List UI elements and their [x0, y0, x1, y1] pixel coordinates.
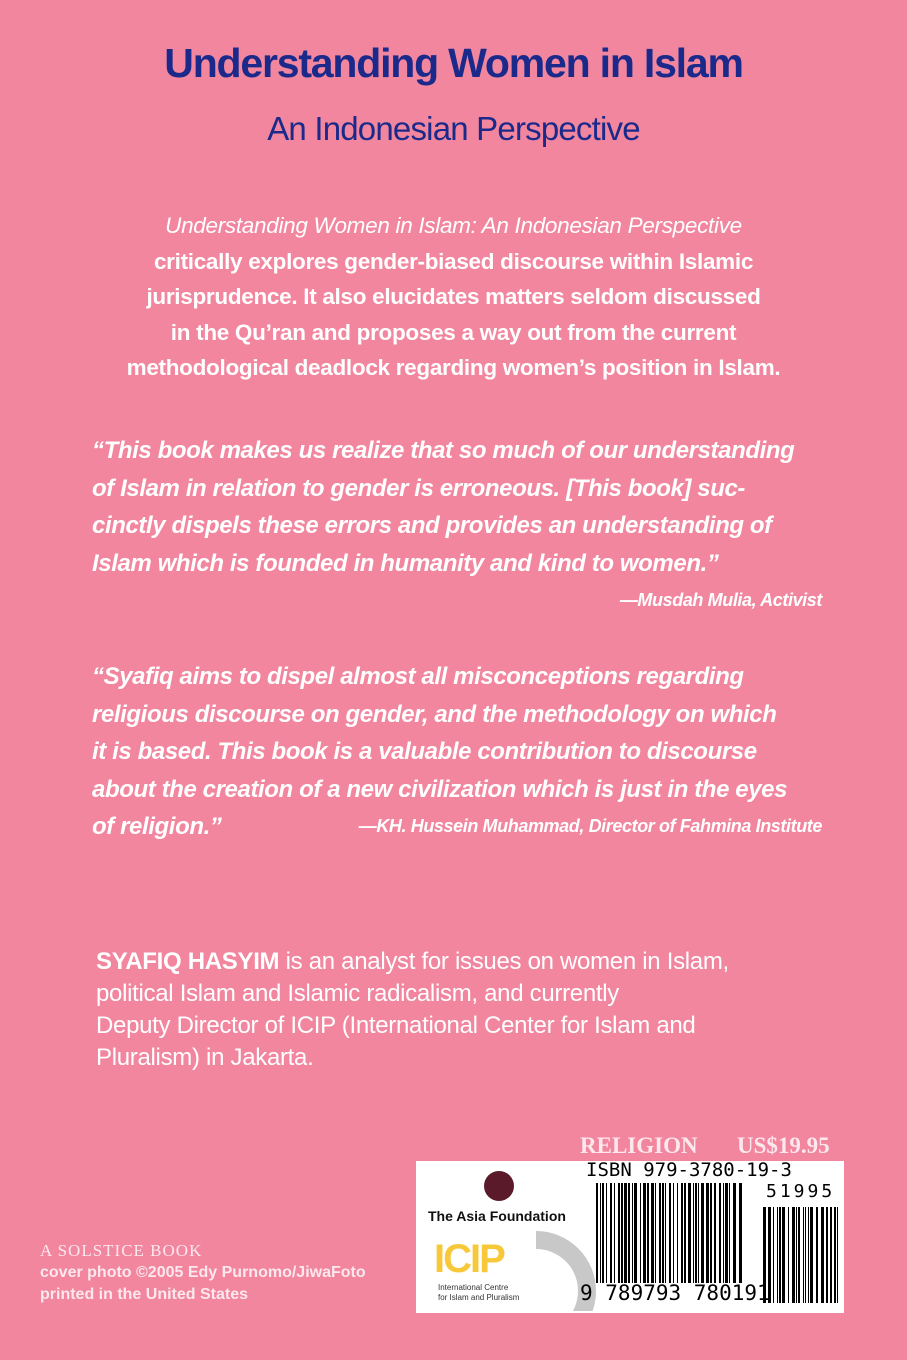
barcode-bar — [808, 1207, 809, 1303]
barcode-bar — [729, 1183, 730, 1283]
barcode-bar — [834, 1207, 836, 1303]
bio-line: political Islam and Islamic radicalism, and currently — [96, 980, 619, 1007]
quote-line: of religion.” — [92, 813, 222, 840]
author-name: SYAFIQ HASYIM — [96, 948, 280, 975]
ean-digits: 9 789793 780191 — [580, 1281, 770, 1305]
barcode-bar — [651, 1183, 654, 1283]
book-subtitle: An Indonesian Perspective — [267, 110, 640, 147]
barcode-bar — [698, 1183, 699, 1283]
barcode-bar — [782, 1207, 785, 1303]
quote-line: “This book makes us realize that so much of our understanding — [92, 437, 795, 464]
barcode-bar — [643, 1183, 646, 1283]
printed-label: printed in the United States — [40, 1286, 249, 1303]
icip-logo: ICIP — [434, 1237, 504, 1281]
barcode-bar — [677, 1183, 678, 1283]
barcode-bar — [710, 1183, 712, 1283]
description-line: in the Qu’ran and proposes a way out from the current — [170, 319, 737, 345]
barcode-bar — [796, 1207, 797, 1303]
barcode-bar — [773, 1207, 774, 1303]
barcode-bar — [688, 1183, 691, 1283]
quote-line: of Islam in relation to gender is erroneous. [This book] suc- — [92, 474, 746, 502]
credits — [40, 1240, 366, 1306]
barcode-bar — [596, 1183, 598, 1283]
price-label: US$19.95 — [737, 1133, 830, 1158]
description-line: jurisprudence. It also elucidates matters seldom discussed — [146, 284, 761, 309]
barcode-bar — [614, 1183, 615, 1283]
barcode-bar — [733, 1183, 736, 1283]
quote-2 — [92, 658, 822, 846]
barcode-bar — [803, 1207, 804, 1303]
barcode-bar — [810, 1207, 813, 1303]
quote-attribution: —Musdah Mulia, Activist — [619, 590, 822, 610]
barcode-bar — [632, 1183, 633, 1283]
barcode-bar — [739, 1183, 742, 1283]
barcode-bar — [659, 1183, 661, 1283]
quote-1 — [92, 432, 822, 620]
barcode-bar — [624, 1183, 627, 1283]
barcode-bar — [693, 1183, 694, 1283]
quote-line: it is based. This book is a valuable contribution to discourse — [92, 738, 757, 765]
bio-line: Pluralism) in Jakarta. — [96, 1044, 314, 1071]
quote-line: “Syafiq aims to dispel almost all misconceptions regarding — [92, 663, 744, 690]
barcode-bar — [821, 1207, 824, 1303]
barcode-bar — [621, 1183, 623, 1283]
quote-line: Islam which is founded in humanity and kind to women.” — [92, 549, 719, 577]
barcode-bar — [634, 1183, 637, 1283]
barcode-bar — [805, 1207, 806, 1303]
barcode-bar — [681, 1183, 683, 1283]
icip-full-name: International Centre for Islam and Pluralism — [438, 1283, 520, 1302]
bio-line: is an analyst for issues on women in Islam, — [279, 948, 729, 975]
price-barcode — [763, 1207, 841, 1303]
barcode-bar — [628, 1183, 630, 1283]
barcode-bar — [706, 1183, 709, 1283]
quote-attribution: —KH. Hussein Muhammad, Director of Fahmina Institute — [358, 816, 822, 836]
barcode-bar — [618, 1183, 620, 1283]
barcode-bar — [779, 1207, 781, 1303]
barcode-bar — [647, 1183, 649, 1283]
barcode-bar — [606, 1183, 607, 1283]
barcode-bar — [826, 1207, 828, 1303]
barcode-bar — [640, 1183, 641, 1283]
barcode-bar — [673, 1183, 674, 1283]
barcode-bar — [665, 1183, 666, 1283]
barcode-bar — [723, 1183, 724, 1283]
description — [0, 208, 907, 386]
barcode-bar — [837, 1207, 838, 1303]
isbn-text: ISBN 979-3780-19-3 — [586, 1159, 792, 1181]
quote-line: religious discourse on gender, and the methodology on which — [92, 700, 777, 728]
publisher-label: A SOLSTICE BOOK — [40, 1241, 203, 1260]
barcode-bar — [695, 1183, 697, 1283]
barcode-bar — [725, 1183, 728, 1283]
barcode-bar — [798, 1207, 800, 1303]
description-line: methodological deadlock regarding women’s position in Islam. — [126, 355, 781, 380]
barcode-bar — [662, 1183, 664, 1283]
ean-barcode — [596, 1183, 746, 1283]
barcode-bar — [669, 1183, 671, 1283]
barcode-bar — [610, 1183, 612, 1283]
photo-credit: cover photo ©2005 Edy Purnomo/JiwaFoto — [40, 1264, 366, 1281]
price-code: 51995 — [766, 1181, 836, 1202]
quote-line: cinctly dispels these errors and provides an understanding of — [92, 512, 772, 539]
barcode-bar — [714, 1183, 716, 1283]
bio-line: Deputy Director of ICIP (International Center for Islam and — [96, 1012, 696, 1039]
barcode-bar — [830, 1207, 832, 1303]
barcode-bar — [719, 1183, 721, 1283]
asia-foundation-logo-icon — [484, 1171, 514, 1201]
barcode-bar — [602, 1183, 604, 1283]
barcode-bar — [816, 1207, 818, 1303]
barcode-bar — [701, 1183, 704, 1283]
author-bio — [96, 946, 836, 1074]
description-line: critically explores gender-biased discourse within Islamic — [153, 248, 754, 274]
barcode-bar — [600, 1183, 601, 1283]
description-line: Understanding Women in Islam: An Indonesian Perspective — [165, 213, 742, 238]
barcode-bar — [788, 1207, 789, 1303]
barcode-bar — [792, 1207, 795, 1303]
asia-foundation-name: The Asia Foundation — [428, 1208, 566, 1224]
barcode-bar — [777, 1207, 778, 1303]
book-title: Understanding Women in Islam — [164, 40, 743, 86]
barcode-bar — [655, 1183, 656, 1283]
barcode-bar — [684, 1183, 686, 1283]
quote-line: about the creation of a new civilization which is just in the eyes — [92, 775, 788, 803]
barcode-panel — [416, 1161, 844, 1313]
category-label: RELIGION — [580, 1133, 698, 1158]
